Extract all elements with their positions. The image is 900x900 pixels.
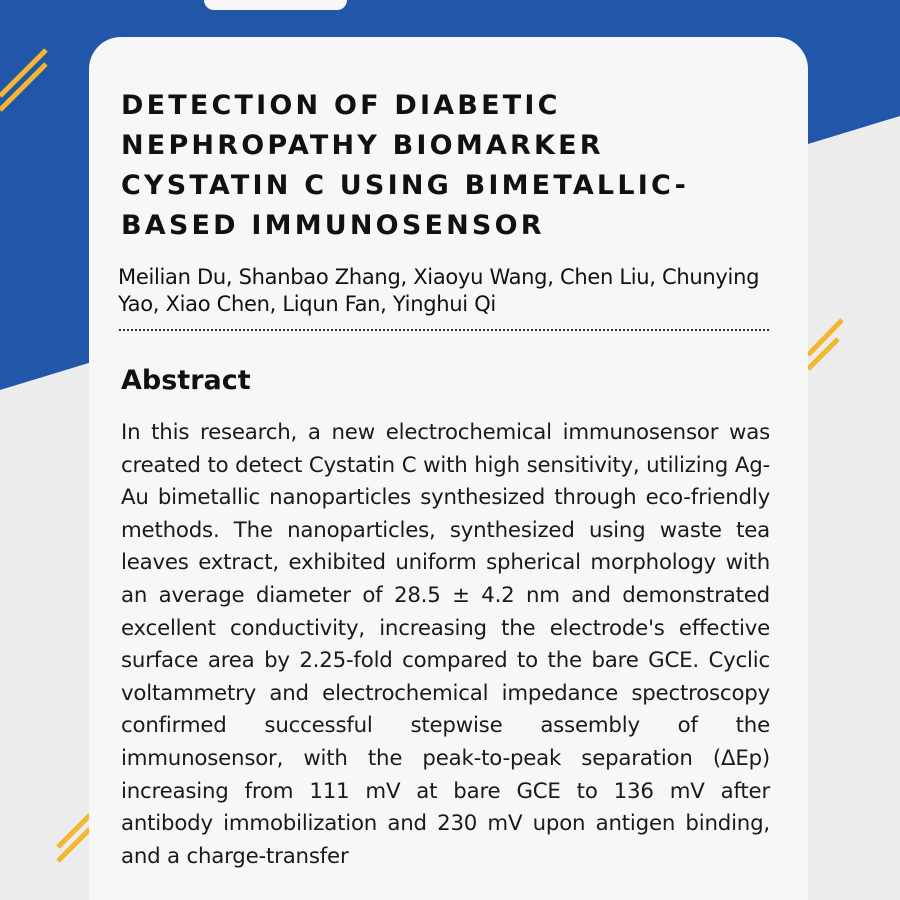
poster-card — [89, 37, 808, 900]
dotted-divider — [119, 329, 769, 331]
abstract-heading: Abstract — [121, 365, 251, 396]
poster-title: DETECTION OF DIABETIC NEPHROPATHY BIOMARKER CYSTATIN C USING BIMETALLIC-BASED IMMUNOSENSOR — [121, 90, 690, 241]
abstract-body: In this research, a new electrochemical immunosensor was created to detect Cystatin C with high sensitivity, utilizing Ag-Au bimetallic nanoparticles synthesized through eco-friendly methods. The nanoparticles, synthesized using waste tea leaves extract, exhibited uniform spherical morphology with an average diameter of 28.5 ± 4.2 nm and demonstrated excellent conductivity, increasing the electrode's effective surface area by 2.25-fold compared to the bare GCE. Cyclic voltammetry and electrochemical impedance spectroscopy confirmed successful stepwise assembly of the immunosensor, with the peak-to-peak separation (ΔEp) increasing from 111 mV at bare GCE to 136 mV after antibody immobilization and 230 mV upon antigen binding, and a charge-transfer — [121, 420, 770, 869]
author-list: Meilian Du, Shanbao Zhang, Xiaoyu Wang, Chen Liu, Chunying Yao, Xiao Chen, Liqun Fan, Yinghui Qi — [118, 265, 760, 316]
top-tab-decoration — [204, 0, 347, 10]
accent-stripes-right — [808, 320, 842, 369]
accent-stripes-bottom-left — [58, 815, 90, 861]
